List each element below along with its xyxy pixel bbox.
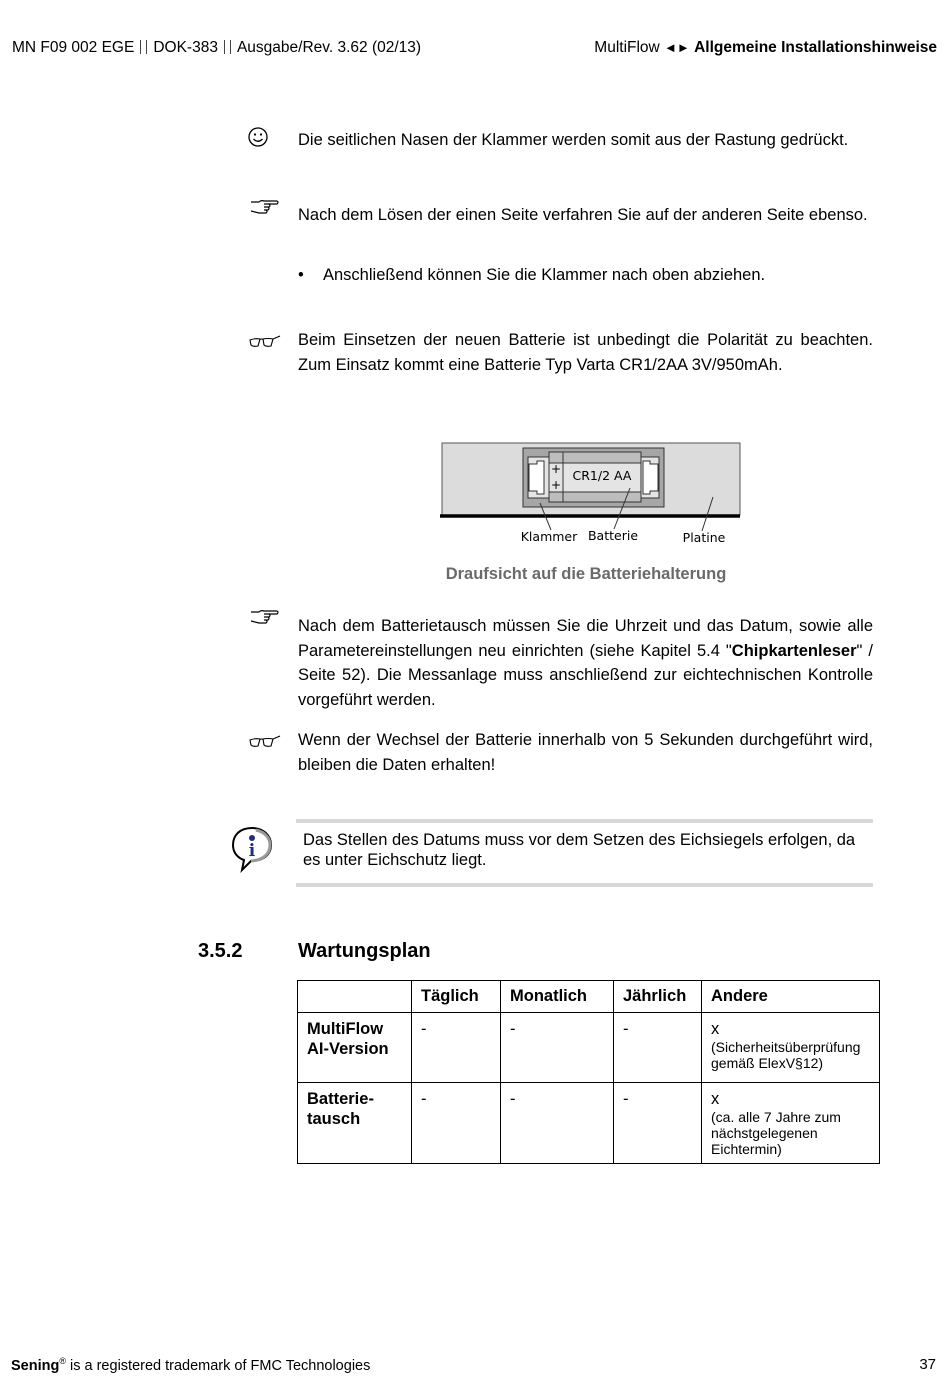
row-label-line2: tausch bbox=[307, 1110, 361, 1128]
header-section-info bbox=[594, 39, 937, 57]
header-cell-yearly: Jährlich bbox=[614, 981, 702, 1013]
battery-holder-diagram bbox=[440, 441, 742, 551]
info-icon bbox=[229, 825, 275, 873]
figure-caption: Draufsicht auf die Batteriehalterung bbox=[445, 565, 727, 583]
smiley-icon bbox=[247, 126, 279, 154]
clip-nose-right bbox=[643, 461, 658, 494]
brand-name: Sening bbox=[11, 1357, 60, 1374]
row-label bbox=[298, 1083, 412, 1164]
p4-text-end: " / Seite 52). Die Messanlage muss anschließend zur eichtechnischen Kontrolle vorgeführt werden. bbox=[298, 641, 873, 709]
label-batterie: Batterie bbox=[587, 528, 639, 543]
p4-text-start: Nach dem Batterietausch müssen Sie die Uhrzeit und das Datum, sowie alle Parametereinstellungen neu einrichten (siehe Kapitel 5.4 " bbox=[298, 617, 873, 660]
header-cell-other: Andere bbox=[702, 981, 880, 1013]
header-document-info bbox=[12, 39, 421, 57]
table-header-row bbox=[298, 981, 880, 1013]
dok-number: DOK-383 bbox=[153, 39, 218, 56]
product-name: MultiFlow bbox=[594, 39, 660, 56]
row-label-line1: MultiFlow bbox=[307, 1020, 384, 1038]
chapter-reference: Chipkartenleser bbox=[731, 641, 857, 660]
maintenance-table bbox=[297, 980, 880, 1164]
cell-other bbox=[702, 1013, 880, 1083]
bullet-item bbox=[298, 263, 765, 287]
revision: Ausgabe/Rev. 3.62 (02/13) bbox=[236, 39, 422, 56]
section-title: Wartungsplan bbox=[298, 940, 431, 962]
cell-other-mark: x bbox=[711, 1090, 720, 1108]
paragraph-after-battery-change bbox=[298, 614, 873, 712]
glasses-icon bbox=[249, 330, 281, 358]
registered-mark: ® bbox=[59, 1356, 66, 1366]
cell-other bbox=[702, 1083, 880, 1164]
cell-yearly: - bbox=[614, 1013, 702, 1083]
pointing-hand-icon bbox=[249, 197, 281, 225]
glasses-icon bbox=[249, 730, 281, 758]
bullet-dot: • bbox=[298, 266, 304, 284]
label-platine: Platine bbox=[682, 530, 726, 545]
cell-monthly: - bbox=[501, 1013, 614, 1083]
pointing-hand-icon bbox=[249, 607, 281, 635]
separator bbox=[140, 40, 147, 54]
bullet-text: Anschließend können Sie die Klammer nach oben abziehen. bbox=[323, 266, 766, 284]
cell-daily: - bbox=[412, 1083, 501, 1164]
note-text: Das Stellen des Datums muss vor dem Setzen des Eichsiegels erfolgen, da es unter Eichschutz liegt. bbox=[303, 831, 856, 869]
section-number: 3.5.2 bbox=[198, 940, 243, 962]
paragraph-data-retention: Wenn der Wechsel der Batterie innerhalb von 5 Sekunden durchgeführt wird, bleiben die Daten erhalten! bbox=[298, 731, 873, 774]
clip-nose-left bbox=[529, 461, 544, 494]
table-row bbox=[298, 1013, 880, 1083]
cell-monthly: - bbox=[501, 1083, 614, 1164]
header-cell-monthly: Monatlich bbox=[501, 981, 614, 1013]
plus-sign-top: + bbox=[550, 462, 562, 476]
cell-other-note: (Sicherheitsüberprüfung gemäß ElexV§12) bbox=[711, 1039, 861, 1071]
cell-yearly: - bbox=[614, 1083, 702, 1164]
separator bbox=[224, 40, 231, 54]
paragraph-other-side: Nach dem Lösen der einen Seite verfahren Sie auf der anderen Seite ebenso. bbox=[298, 206, 868, 224]
section-name: Allgemeine Installationshinweise bbox=[694, 39, 937, 56]
table-row bbox=[298, 1083, 880, 1164]
info-letter: i bbox=[248, 841, 256, 861]
row-label bbox=[298, 1013, 412, 1083]
cell-other-note: (ca. alle 7 Jahre zum nächstgelegenen Eichtermin) bbox=[711, 1109, 841, 1157]
doc-id: MN F09 002 EGE bbox=[12, 39, 135, 56]
row-label-line1: Batterie- bbox=[307, 1090, 374, 1108]
cell-daily: - bbox=[412, 1013, 501, 1083]
cell-other-mark: x bbox=[711, 1020, 720, 1038]
plus-sign-bottom: + bbox=[550, 478, 562, 492]
header-cell-empty bbox=[298, 981, 412, 1013]
header-cell-daily: Täglich bbox=[412, 981, 501, 1013]
label-klammer: Klammer bbox=[520, 529, 578, 544]
trademark-text: is a registered trademark of FMC Technologies bbox=[65, 1357, 371, 1374]
page-number: 37 bbox=[919, 1356, 936, 1373]
nav-arrows: ◄► bbox=[664, 40, 690, 55]
paragraph-polarity: Beim Einsetzen der neuen Batterie ist unbedingt die Polarität zu beachten. Zum Einsatz kommt eine Batterie Typ Varta CR1/2AA 3V/950mAh. bbox=[298, 331, 873, 374]
paragraph-clip-release: Die seitlichen Nasen der Klammer werden somit aus der Rastung gedrückt. bbox=[298, 131, 849, 149]
row-label-line2: AI-Version bbox=[307, 1040, 389, 1058]
battery-type-label: CR1/2 AA bbox=[572, 468, 632, 483]
footer-trademark bbox=[11, 1356, 370, 1374]
